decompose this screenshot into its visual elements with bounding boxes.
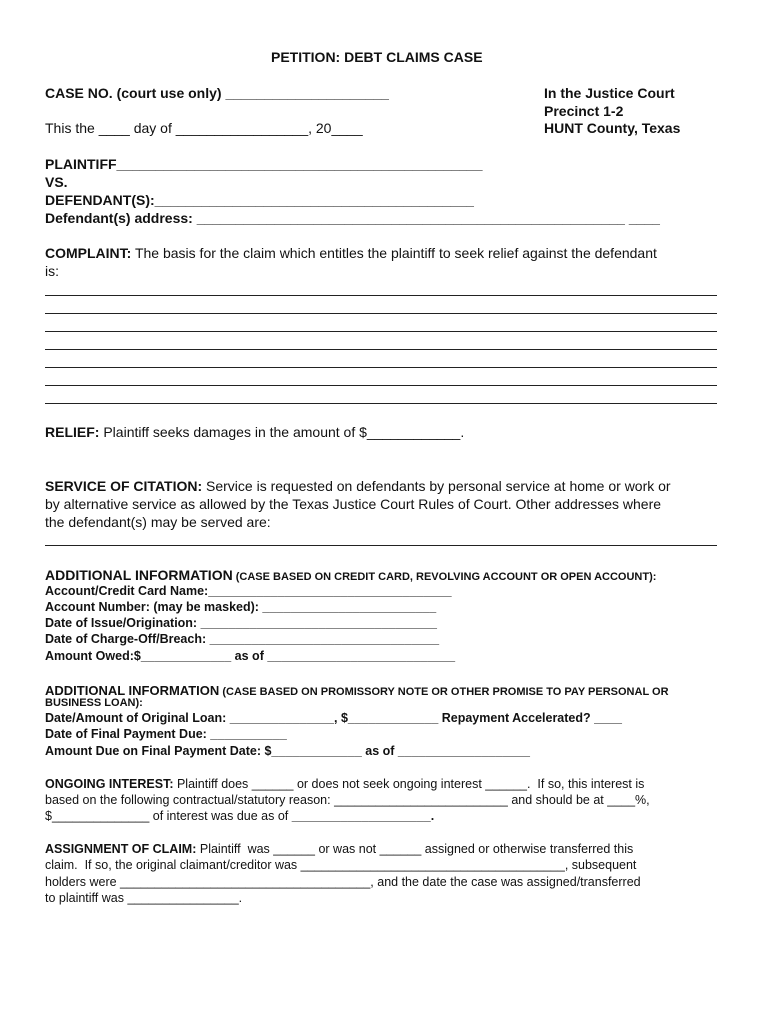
form-title: PETITION: DEBT CLAIMS CASE <box>271 49 483 65</box>
additional-credit-title: ADDITIONAL INFORMATION <box>45 567 233 583</box>
court-county: HUNT County, Texas <box>544 120 681 136</box>
additional-credit-heading <box>45 568 656 584</box>
complaint-blank-line <box>45 331 717 332</box>
complaint-text: The basis for the claim which entitles the plaintiff to seek relief against the defendant <box>131 245 657 261</box>
court-precinct: Precinct 1-2 <box>544 103 624 119</box>
credit-field: Date of Issue/Origination: __________________________________ <box>45 616 437 630</box>
interest-line-3 <box>45 810 434 823</box>
interest-line-2: based on the following contractual/statutory reason: _________________________ and should be at ____%, <box>45 793 650 807</box>
defendant-line: DEFENDANT(S):_________________________________________ <box>45 192 474 208</box>
service-label: SERVICE OF CITATION: <box>45 478 203 494</box>
plaintiff-line: PLAINTIFF_______________________________________________ <box>45 156 483 172</box>
assignment-line-4: to plaintiff was ________________. <box>45 891 243 905</box>
defendant-address-line: Defendant(s) address: _______________________________________________________ ____ <box>45 210 660 226</box>
interest-text: Plaintiff does ______ or does not seek ongoing interest ______. If so, this interest is <box>173 777 645 791</box>
complaint-label: COMPLAINT: <box>45 245 132 261</box>
additional-note-title: ADDITIONAL INFORMATION <box>45 683 220 698</box>
complaint-blank-line <box>45 349 717 350</box>
credit-field: Amount Owed:$_____________ as of ___________________________ <box>45 649 456 663</box>
complaint-blank-line <box>45 385 717 386</box>
assignment-label: ASSIGNMENT OF CLAIM: <box>45 842 197 856</box>
complaint-blank-line <box>45 313 717 314</box>
complaint-blank-line <box>45 295 717 296</box>
interest-line-1 <box>45 778 644 791</box>
credit-field: Date of Charge-Off/Breach: _________________________________ <box>45 632 440 646</box>
credit-field: Account/Credit Card Name:___________________________________ <box>45 584 452 598</box>
date-line: This the ____ day of _________________, 20____ <box>45 120 363 136</box>
case-number-line: CASE NO. (court use only) _____________________ <box>45 85 389 101</box>
additional-note-subtitle-continued: BUSINESS LOAN): <box>45 697 143 709</box>
complaint-blank-line <box>45 367 717 368</box>
relief-line <box>45 425 464 439</box>
loan-field: Date of Final Payment Due: ___________ <box>45 727 287 741</box>
interest-due-text: $______________ of interest was due as of <box>45 809 292 823</box>
complaint-text-continued: is: <box>45 263 59 279</box>
service-line-1 <box>45 479 671 493</box>
service-line-3: the defendant(s) may be served are: <box>45 514 271 530</box>
relief-text: Plaintiff seeks damages in the amount of $____________. <box>99 424 465 440</box>
additional-note-subtitle: (CASE BASED ON PROMISSORY NOTE OR OTHER PROMISE TO PAY PERSONAL OR <box>219 686 669 698</box>
complaint-line <box>45 246 657 260</box>
court-name: In the Justice Court <box>544 85 675 101</box>
service-line-2: by alternative service as allowed by the Texas Justice Court Rules of Court. Other addresses where <box>45 496 662 512</box>
assignment-line-3: holders were ____________________________________, and the date the case was assigned/transferred <box>45 875 641 889</box>
interest-label: ONGOING INTEREST: <box>45 777 174 791</box>
service-blank-line <box>45 545 717 546</box>
interest-due-date: ____________________. <box>291 809 435 823</box>
assignment-line-1 <box>45 843 633 856</box>
loan-field: Amount Due on Final Payment Date: $_____________ as of ___________________ <box>45 744 530 758</box>
service-text: Service is requested on defendants by personal service at home or work or <box>202 478 671 494</box>
relief-label: RELIEF: <box>45 424 100 440</box>
additional-credit-subtitle: (CASE BASED ON CREDIT CARD, REVOLVING ACCOUNT OR OPEN ACCOUNT): <box>232 571 657 583</box>
assignment-text: Plaintiff was ______ or was not ______ assigned or otherwise transferred this <box>196 842 634 856</box>
credit-field: Account Number: (may be masked): _________________________ <box>45 600 437 614</box>
assignment-line-2: claim. If so, the original claimant/creditor was ______________________________________, subsequent <box>45 858 637 872</box>
complaint-blank-line <box>45 403 717 404</box>
loan-field: Date/Amount of Original Loan: _______________, $_____________ Repayment Accelerated? ____ <box>45 711 622 725</box>
versus-label: VS. <box>45 174 68 190</box>
